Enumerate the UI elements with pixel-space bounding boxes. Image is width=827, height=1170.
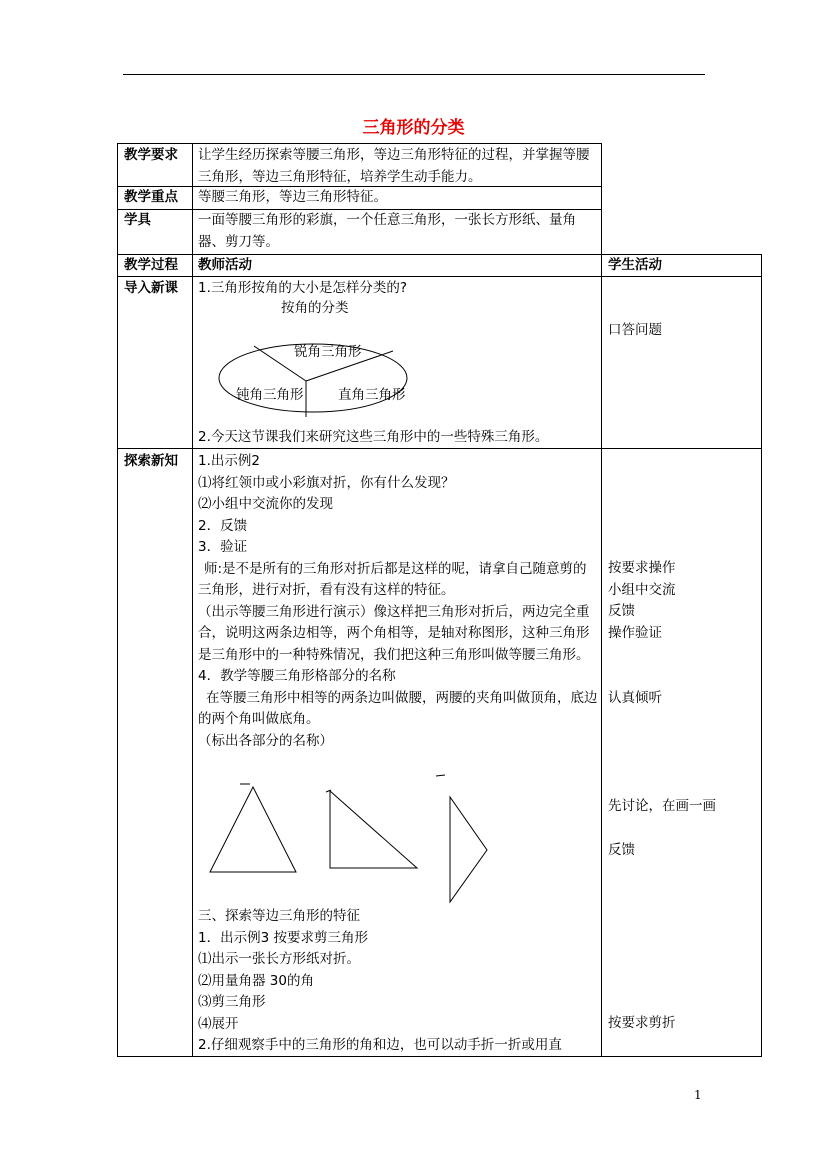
obtuse-triangle — [450, 797, 487, 902]
student-activity-header: 学生活动 — [608, 257, 662, 273]
intro-question-1: 1.三角形按角的大小是怎样分类的? — [198, 280, 408, 296]
mark-line — [436, 775, 445, 776]
student-activity: 反馈 — [608, 842, 635, 858]
explore-teacher-text-2 — [198, 906, 598, 1057]
process-label: 教学过程 — [124, 257, 178, 273]
right-triangle-label: 直角三角形 — [338, 387, 406, 403]
student-activity: 按要求剪折 — [608, 1015, 676, 1031]
text-line: 1.出示例2 — [198, 453, 260, 469]
table-border — [761, 254, 762, 1057]
table-border — [117, 143, 602, 144]
triangle-figures — [200, 770, 500, 910]
text-paragraph: 师:是不是所有的三角形对折后都是这样的呢，请拿自己随意剪的三角形，进行对折，看有没有这样的特征。 — [198, 560, 587, 598]
text-line: 2.仔细观察手中的三角形的角和边，也可以动手折一折或用直 — [198, 1037, 562, 1053]
diagram-title: 按角的分类 — [281, 300, 349, 316]
teaching-requirements-text: 让学生经历探索等腰三角形，等边三角形特征的过程，并掌握等腰三角形，等边三角形特征，培养学生动手能力。 — [198, 147, 590, 185]
text-line: ⑴将红领巾或小彩旗对折，你有什么发现？ — [198, 474, 455, 491]
text-line: ⑵用量角器 30的角 — [198, 972, 314, 989]
tools-label: 学具 — [124, 212, 151, 228]
obtuse-triangle-label: 钝角三角形 — [236, 387, 304, 403]
document-title: 三角形的分类 — [362, 118, 465, 138]
right-triangle — [330, 791, 417, 868]
student-activity: 反馈 — [608, 603, 635, 619]
student-activity: 认真倾听 — [608, 690, 662, 706]
text-line: （标出各部分的名称） — [198, 732, 333, 749]
intro-label: 导入新课 — [124, 280, 178, 296]
table-border — [117, 143, 118, 1057]
acute-triangle-label: 锐角三角形 — [294, 344, 362, 360]
text-line: 3．验证 — [198, 539, 248, 555]
intro-student-activity: 口答问题 — [608, 322, 662, 338]
teaching-focus-text: 等腰三角形，等边三角形特征。 — [198, 189, 387, 205]
text-paragraph: （出示等腰三角形进行演示）像这样把三角形对折后，两边完全重合，说明这两条边相等，两个角相等，是轴对称图形，这种三角形是三角形中的一种特殊情况，我们把这种三角形叫做等腰三角形。 — [198, 603, 590, 663]
text-line: ⑴出示一张长方形纸对折。 — [198, 951, 360, 967]
table-border — [601, 143, 602, 1057]
student-activity: 操作验证 — [608, 625, 662, 641]
intro-question-2: 2.今天这节课我们来研究这些三角形中的一些特殊三角形。 — [198, 429, 549, 445]
text-line: 4．教学等腰三角形格部分的名称 — [198, 668, 396, 684]
text-line: 1．出示例3 按要求剪三角形 — [198, 929, 368, 946]
text-line: ⑷展开 — [198, 1015, 239, 1032]
teaching-requirements-label: 教学要求 — [124, 147, 178, 163]
tools-text: 一面等腰三角形的彩旗，一个任意三角形，一张长方形纸、量角器、剪刀等。 — [198, 212, 576, 250]
text-line: 三、探索等边三角形的特征 — [198, 908, 360, 924]
student-activity: 小组中交流 — [608, 582, 676, 598]
student-activity: 先讨论，在画一画 — [608, 798, 716, 814]
isosceles-triangle — [210, 787, 296, 872]
explore-teacher-text — [198, 451, 598, 752]
table-border — [192, 143, 193, 1057]
text-line: ⑵小组中交流你的发现 — [198, 496, 333, 512]
text-paragraph: 在等腰三角形中相等的两条边叫做腰，两腰的夹角叫做顶角，底边的两个角叫做底角。 — [198, 689, 598, 727]
teaching-focus-label: 教学重点 — [124, 189, 178, 205]
text-line: ⑶剪三角形 — [198, 994, 266, 1010]
page-number: 1 — [694, 1088, 702, 1102]
header-rule — [123, 74, 705, 75]
student-activity: 按要求操作 — [608, 560, 676, 576]
explore-label: 探索新知 — [124, 453, 178, 469]
teacher-activity-header: 教师活动 — [198, 257, 252, 273]
text-line: 2．反馈 — [198, 517, 248, 534]
